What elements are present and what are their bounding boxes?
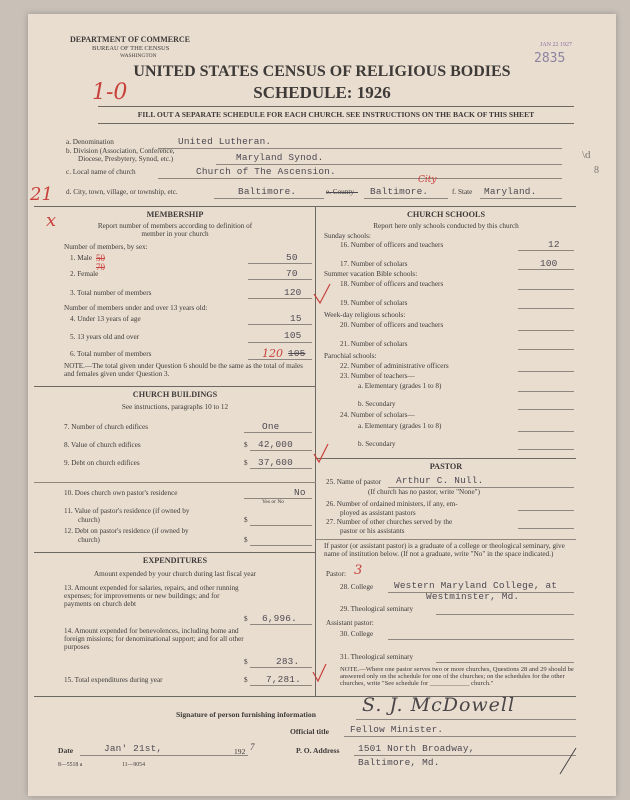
q7-value: One	[262, 421, 280, 432]
date-value: Jan' 21st,	[104, 743, 163, 754]
q13-value: 6,996.	[262, 613, 297, 624]
q26-label-1: 26. Number of ordained ministers, if any, em-	[326, 500, 458, 508]
date-label: Date	[58, 746, 74, 755]
q5-value: 105	[284, 330, 302, 341]
q24b-label: b. Secondary	[358, 440, 396, 448]
q9-label: 9. Debt on church edifices	[64, 459, 140, 467]
q2-struck: 70	[96, 262, 105, 272]
q25-hint: (If church has no pastor, write "None")	[368, 488, 480, 496]
q26-label-2: ployed as assistant pastors	[340, 509, 416, 517]
q21-label: 21. Number of scholars	[340, 340, 408, 348]
q8-label: 8. Value of church edifices	[64, 441, 141, 449]
q23-label: 23. Number of teachers—	[340, 372, 415, 380]
city-label: WASHINGTON	[120, 53, 157, 59]
q9-dollar: $	[244, 459, 248, 467]
margin-number: 21	[30, 184, 53, 205]
q19-label: 19. Number of scholars	[340, 299, 408, 307]
census-form	[28, 14, 616, 796]
q27-label-1: 27. Number of other churches served by the	[326, 518, 453, 526]
q11-label-2: church)	[78, 516, 100, 524]
q10-hint: Yes or No	[262, 499, 285, 505]
q18-label: 18. Number of officers and teachers	[340, 280, 444, 288]
q12-dollar: $	[244, 536, 248, 544]
stamp-number: 2835	[534, 51, 566, 66]
q27-label-2: pastor or his assistants	[340, 527, 405, 535]
county-strike	[326, 192, 358, 193]
corner-mark: \d	[582, 149, 591, 161]
q14-dollar: $	[244, 658, 248, 666]
parochial-label: Parochial schools:	[324, 352, 377, 360]
q8-dollar: $	[244, 441, 248, 449]
pencil-stroke	[560, 748, 576, 774]
q13-dollar: $	[244, 615, 248, 623]
q6-struck: 105	[288, 348, 306, 359]
q2-value: 70	[286, 268, 298, 279]
po-address-label: P. O. Address	[296, 746, 340, 755]
q28-value-2: Westminster, Md.	[426, 591, 520, 602]
pastor-heading: PASTOR	[429, 462, 463, 471]
division-value: Maryland Synod.	[236, 152, 324, 163]
denomination-value: United Lutheran.	[178, 136, 272, 147]
city-value: Baltimore.	[238, 186, 297, 197]
q4-label: 4. Under 13 years of age	[70, 315, 141, 323]
q28-value-1: Western Maryland College, at	[394, 580, 558, 591]
q1-struck: 50	[96, 253, 105, 263]
q31-label: 31. Theological seminary	[340, 653, 414, 661]
by-sex-label: Number of members, by sex:	[64, 243, 148, 251]
official-title-label: Official title	[290, 727, 330, 736]
dept-label: DEPARTMENT OF COMMERCE	[70, 35, 191, 44]
q15-value: 7,281.	[266, 674, 301, 685]
q23b-label: b. Secondary	[358, 400, 396, 408]
division-label-2: Diocese, Presbytery, Synod, etc.)	[78, 155, 174, 163]
graduate-note: If pastor (or assistant pastor) is a graduate of a college or theological seminary, give name of institution below. (If not a graduate, write "No" in the space indicated.)	[324, 542, 565, 558]
q20-label: 20. Number of officers and teachers	[340, 321, 444, 329]
schools-sub: Report here only schools conducted by this church	[373, 222, 519, 230]
check-total-members	[314, 284, 330, 303]
q15-dollar: $	[244, 676, 248, 684]
form-title: UNITED STATES CENSUS OF RELIGIOUS BODIES	[133, 63, 511, 80]
corner-mark-2: 8	[594, 165, 599, 176]
pastor-sub-label: Pastor:	[326, 570, 346, 578]
q22-label: 22. Number of administrative officers	[340, 362, 449, 370]
membership-note: NOTE.—The total given under Question 6 should be the same as the total of males and females given under Question 3.	[64, 362, 303, 378]
schedule-year: SCHEDULE: 1926	[253, 83, 391, 102]
membership-sub-2: member in your church	[141, 230, 209, 238]
state-label: f. State	[452, 188, 473, 196]
pastor-note: NOTE.—Where one pastor serves two or more churches, Questions 28 and 29 should be answered only on the schedule for one of the churches; on the schedules for the other churches, write "See schedule for ____________ church."	[340, 666, 574, 688]
summer-label: Summer vacation Bible schools:	[324, 270, 418, 278]
q9-value: 37,600	[258, 457, 293, 468]
q17-label: 17. Number of scholars	[340, 260, 408, 268]
q24-label: 24. Number of scholars—	[340, 411, 415, 419]
q15-label: 15. Total expenditures during year	[64, 676, 163, 684]
church-name-value: Church of The Ascension.	[196, 166, 336, 177]
buildings-sub: See instructions, paragraphs 10 to 12	[121, 403, 229, 411]
form-number: 8—5518 a	[58, 762, 83, 768]
county-value: Baltimore.	[370, 186, 429, 197]
q1-label: 1. Male	[70, 254, 92, 262]
schools-heading: CHURCH SCHOOLS	[406, 210, 486, 219]
q25-label: 25. Name of pastor	[326, 478, 382, 486]
q23a-label: a. Elementary (grades 1 to 8)	[358, 382, 442, 390]
q4-value: 15	[290, 313, 302, 324]
q14-value: 283.	[276, 656, 300, 667]
q7-label: 7. Number of church edifices	[64, 423, 149, 431]
date-year: 192	[234, 747, 246, 756]
q16-value: 12	[548, 239, 560, 250]
q1-value: 50	[286, 252, 298, 263]
q28-label: 28. College	[340, 583, 374, 591]
assistant-label: Assistant pastor:	[326, 619, 374, 627]
weekday-label: Week-day religious schools:	[324, 311, 406, 319]
q11-dollar: $	[244, 516, 248, 524]
q11-label-1: 11. Value of pastor's residence (if owned by	[64, 507, 190, 515]
city-field-label: d. City, town, village, or township, etc.	[66, 188, 178, 196]
q8-value: 42,000	[258, 439, 293, 450]
bureau-label: BUREAU OF THE CENSUS	[92, 45, 170, 52]
age-intro: Number of members under and over 13 years old:	[64, 304, 208, 312]
q14-label: 14. Amount expended for benevolences, including home and foreign missions; for denominational support; and for all other purposes	[64, 627, 244, 651]
q10-value: No	[294, 487, 306, 498]
church-name-label: c. Local name of church	[66, 168, 136, 176]
q6-label: 6. Total number of members	[70, 350, 152, 358]
signature: S. J. McDowell	[362, 694, 516, 716]
buildings-heading: CHURCH BUILDINGS	[132, 390, 218, 399]
sunday-label: Sunday schools:	[324, 232, 371, 240]
county-label	[326, 189, 354, 196]
print-number: 11—9054	[122, 762, 145, 768]
denomination-label: a. Denomination	[66, 138, 114, 146]
q16-label: 16. Number of officers and teachers	[340, 241, 444, 249]
q3-label: 3. Total number of members	[70, 289, 152, 297]
membership-heading: MEMBERSHIP	[146, 210, 204, 219]
membership-sub-1: Report number of members according to definition of	[97, 222, 253, 230]
q5-label: 5. 13 years old and over	[70, 333, 140, 341]
membership-margin-mark: x	[46, 210, 57, 231]
state-value: Maryland.	[484, 186, 537, 197]
q12-label-2: church)	[78, 536, 100, 544]
county-annotation: City	[418, 175, 437, 185]
q29-label: 29. Theological seminary	[340, 605, 414, 613]
q6-value: 120	[262, 347, 283, 360]
q2-label: 2. Female	[70, 270, 99, 278]
received-stamp-date: JAN 22 1927	[540, 42, 573, 48]
date-year-hand: 7	[250, 742, 255, 752]
po-address-value-2: Baltimore, Md.	[358, 757, 440, 768]
q30-label: 30. College	[340, 630, 374, 638]
check-debt	[314, 444, 328, 462]
hand-mark-top: 1-0	[92, 80, 128, 105]
expenditures-sub: Amount expended by your church during last fiscal year	[93, 570, 257, 578]
county-label-text: e. County	[326, 188, 354, 196]
q12-label-1: 12. Debt on pastor's residence (if owned by	[64, 527, 189, 535]
q17-value: 100	[540, 258, 558, 269]
q25-value: Arthur C. Null.	[396, 475, 484, 486]
signature-label: Signature of person furnishing information	[176, 710, 316, 719]
instruction-line: FILL OUT A SEPARATE SCHEDULE FOR EACH CHURCH. SEE INSTRUCTIONS ON THE BACK OF THIS SHEET	[137, 110, 535, 119]
division-label-1: b. Division (Association, Conference,	[66, 147, 175, 155]
expenditures-heading: EXPENDITURES	[142, 556, 208, 565]
q13-label: 13. Amount expended for salaries, repairs, and other running expenses; for improvements or new buildings; and for payments on church debt	[64, 584, 239, 608]
q3-value: 120	[284, 287, 302, 298]
q24a-label: a. Elementary (grades 1 to 8)	[358, 422, 442, 430]
pastor-hand-mark: 3	[354, 563, 363, 578]
official-title-value: Fellow Minister.	[350, 724, 444, 735]
q10-label: 10. Does church own pastor's residence	[64, 489, 178, 497]
po-address-value-1: 1501 North Broadway,	[358, 743, 475, 754]
